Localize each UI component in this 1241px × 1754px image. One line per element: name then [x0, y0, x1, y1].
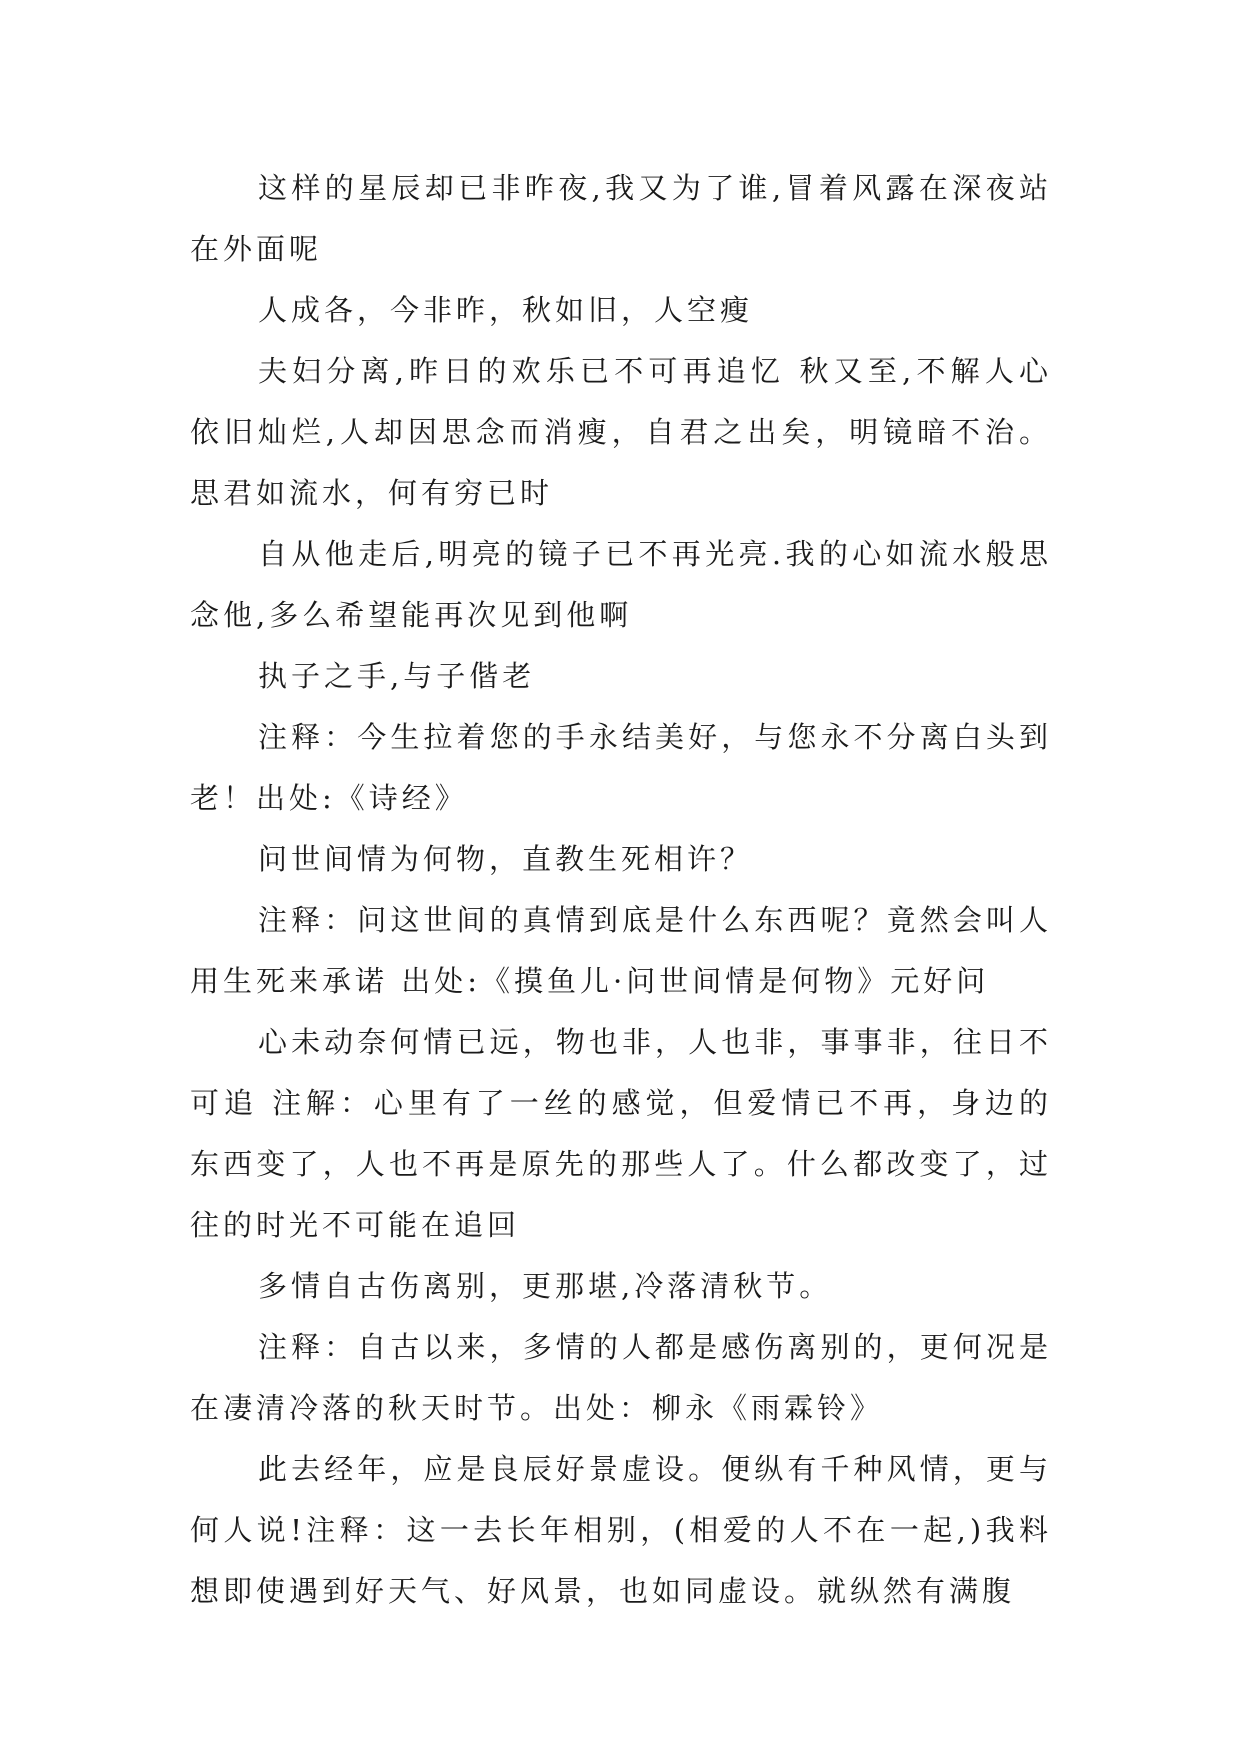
- paragraph: 心未动奈何情已远，物也非，人也非，事事非，往日不可追 注解：心里有了一丝的感觉，但爱情已不再，身边的东西变了，人也不再是原先的那些人了。什么都改变了，过往的时光不可能在追回: [190, 1025, 1052, 1242]
- paragraph: 此去经年，应是良辰好景虚设。便纵有千种风情，更与何人说!注释：这一去长年相别，(相爱的人不在一起,)我料想即使遇到好天气、好风景，也如同虚设。就纵然有满腹: [190, 1452, 1052, 1608]
- paragraph: 人成各，今非昨，秋如旧，人空瘦: [258, 293, 754, 327]
- document-body: [190, 158, 1052, 1622]
- paragraph: 这样的星辰却已非昨夜,我又为了谁,冒着风露在深夜站在外面呢: [190, 171, 1052, 266]
- paragraph: 注释：问这世间的真情到底是什么东西呢？竟然会叫人用生死来承诺 出处:《摸鱼儿·问世间情是何物》元好问: [190, 903, 1052, 998]
- paragraph: 多情自古伤离别，更那堪,冷落清秋节。: [258, 1269, 833, 1303]
- paragraph: 自从他走后,明亮的镜子已不再光亮.我的心如流水般思念他,多么希望能再次见到他啊: [190, 537, 1052, 632]
- paragraph: 注释：今生拉着您的手永结美好，与您永不分离白头到老！出处:《诗经》: [190, 720, 1052, 815]
- paragraph: 夫妇分离,昨日的欢乐已不可再追忆 秋又至,不解人心依旧灿烂,人却因思念而消瘦，自君之出矣，明镜暗不治。思君如流水，何有穷已时: [190, 354, 1052, 510]
- paragraph: 注释：自古以来，多情的人都是感伤离别的，更何况是在凄清冷落的秋天时节。出处：柳永《雨霖铃》: [190, 1330, 1052, 1425]
- paragraph: 问世间情为何物，直教生死相许？: [258, 842, 754, 876]
- paragraph: 执子之手,与子偕老: [258, 659, 536, 693]
